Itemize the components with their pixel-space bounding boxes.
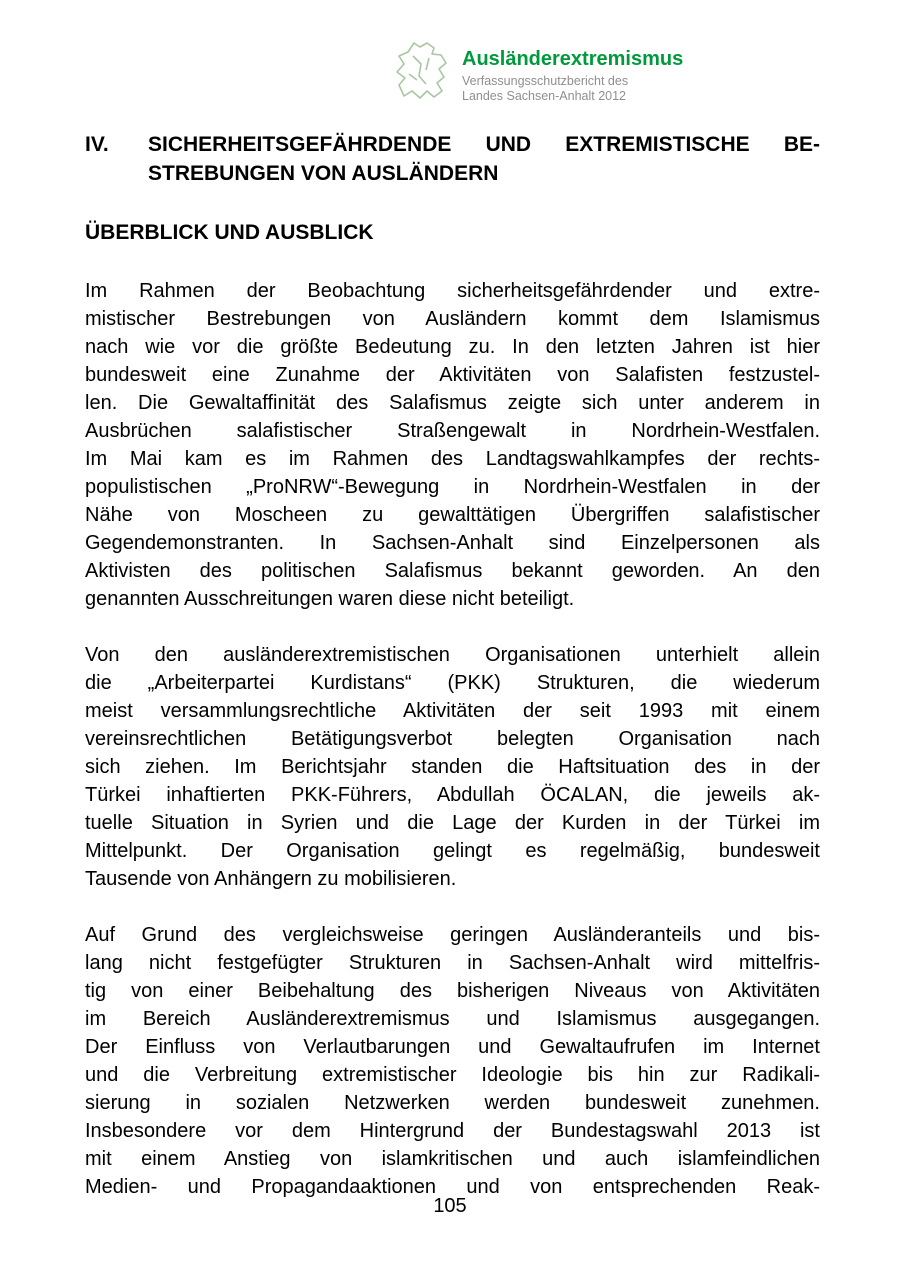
text-line: vereinsrechtlichen Betätigungsverbot belegten Organisation nach <box>85 728 820 750</box>
text-line: Türkei inhaftierten PKK-Führers, Abdullah ÖCALAN, die jeweils ak- <box>85 784 820 806</box>
text-line: tig von einer Beibehaltung des bisherigen Niveaus von Aktivitäten <box>85 980 820 1002</box>
sachsen-anhalt-map-icon <box>393 40 455 110</box>
text-line: mistischer Bestrebungen von Ausländern kommt dem Islamismus <box>85 308 820 330</box>
section-number: IV. <box>85 133 109 156</box>
text-line: und die Verbreitung extremistischer Ideologie bis hin zur Radikali- <box>85 1064 820 1086</box>
text-line: Tausende von Anhängern zu mobilisieren. <box>85 868 457 890</box>
subheading: ÜBERBLICK UND AUSBLICK <box>85 221 374 244</box>
paragraph <box>85 641 820 893</box>
text-line: Auf Grund des vergleichsweise geringen Ausländeranteils und bis- <box>85 924 820 946</box>
section-title-line2: STREBUNGEN VON AUSLÄNDERN <box>148 162 499 185</box>
text-line: len. Die Gewaltaffinität des Salafismus zeigte sich unter anderem in <box>85 392 820 414</box>
text-line: Insbesondere vor dem Hintergrund der Bundestagswahl 2013 ist <box>85 1120 820 1142</box>
paragraph <box>85 277 820 613</box>
text-line: Im Mai kam es im Rahmen des Landtagswahlkampfes der rechts- <box>85 448 820 470</box>
header-text-block <box>462 47 683 104</box>
header-subtitle-line2: Landes Sachsen-Anhalt 2012 <box>462 88 627 103</box>
section-heading <box>85 130 820 188</box>
text-line: im Bereich Ausländerextremismus und Islamismus ausgegangen. <box>85 1008 820 1030</box>
text-line: tuelle Situation in Syrien und die Lage der Kurden in der Türkei im <box>85 812 820 834</box>
paragraph <box>85 921 820 1201</box>
section-title <box>148 130 820 188</box>
page-content <box>85 130 820 1201</box>
text-line: meist versammlungsrechtliche Aktivitäten der seit 1993 mit einem <box>85 700 820 722</box>
text-line: Gegendemonstranten. In Sachsen-Anhalt sind Einzelpersonen als <box>85 532 820 554</box>
text-line: nach wie vor die größte Bedeutung zu. In den letzten Jahren ist hier <box>85 336 820 358</box>
text-line: Nähe von Moscheen zu gewalttätigen Übergriffen salafistischer <box>85 504 820 526</box>
page-number: 105 <box>433 1195 467 1217</box>
header-title: Ausländerextremismus <box>462 47 684 70</box>
body-text <box>85 277 820 1201</box>
text-line: Medien- und Propagandaaktionen und von entsprechenden Reak- <box>85 1176 820 1198</box>
text-line: sierung in sozialen Netzwerken werden bundesweit zunehmen. <box>85 1092 820 1114</box>
text-line: sich ziehen. Im Berichtsjahr standen die Haftsituation des in der <box>85 756 820 778</box>
text-line: Aktivisten des politischen Salafismus bekannt geworden. An den <box>85 560 820 582</box>
text-line: genannten Ausschreitungen waren diese nicht beteiligt. <box>85 588 575 610</box>
text-line: bundesweit eine Zunahme der Aktivitäten von Salafisten festzustel- <box>85 364 820 386</box>
header-subtitle-line1: Verfassungsschutzbericht des <box>462 73 629 88</box>
text-line: populistischen „ProNRW“-Bewegung in Nordrhein-Westfalen in der <box>85 476 820 498</box>
text-line: lang nicht festgefügter Strukturen in Sachsen-Anhalt wird mittelfris- <box>85 952 820 974</box>
document-header <box>393 40 683 110</box>
text-line: Der Einfluss von Verlautbarungen und Gewaltaufrufen im Internet <box>85 1036 820 1058</box>
text-line: Mittelpunkt. Der Organisation gelingt es regelmäßig, bundesweit <box>85 840 820 862</box>
text-line: die „Arbeiterpartei Kurdistans“ (PKK) Strukturen, die wiederum <box>85 672 820 694</box>
text-line: Im Rahmen der Beobachtung sicherheitsgefährdender und extre- <box>85 280 820 302</box>
text-line: mit einem Anstieg von islamkritischen und auch islamfeindlichen <box>85 1148 820 1170</box>
text-line: Ausbrüchen salafistischer Straßengewalt in Nordrhein-Westfalen. <box>85 420 820 442</box>
section-title-line1: SICHERHEITSGEFÄHRDENDE UND EXTREMISTISCHE BE- <box>148 133 820 156</box>
text-line: Von den ausländerextremistischen Organisationen unterhielt allein <box>85 644 820 666</box>
